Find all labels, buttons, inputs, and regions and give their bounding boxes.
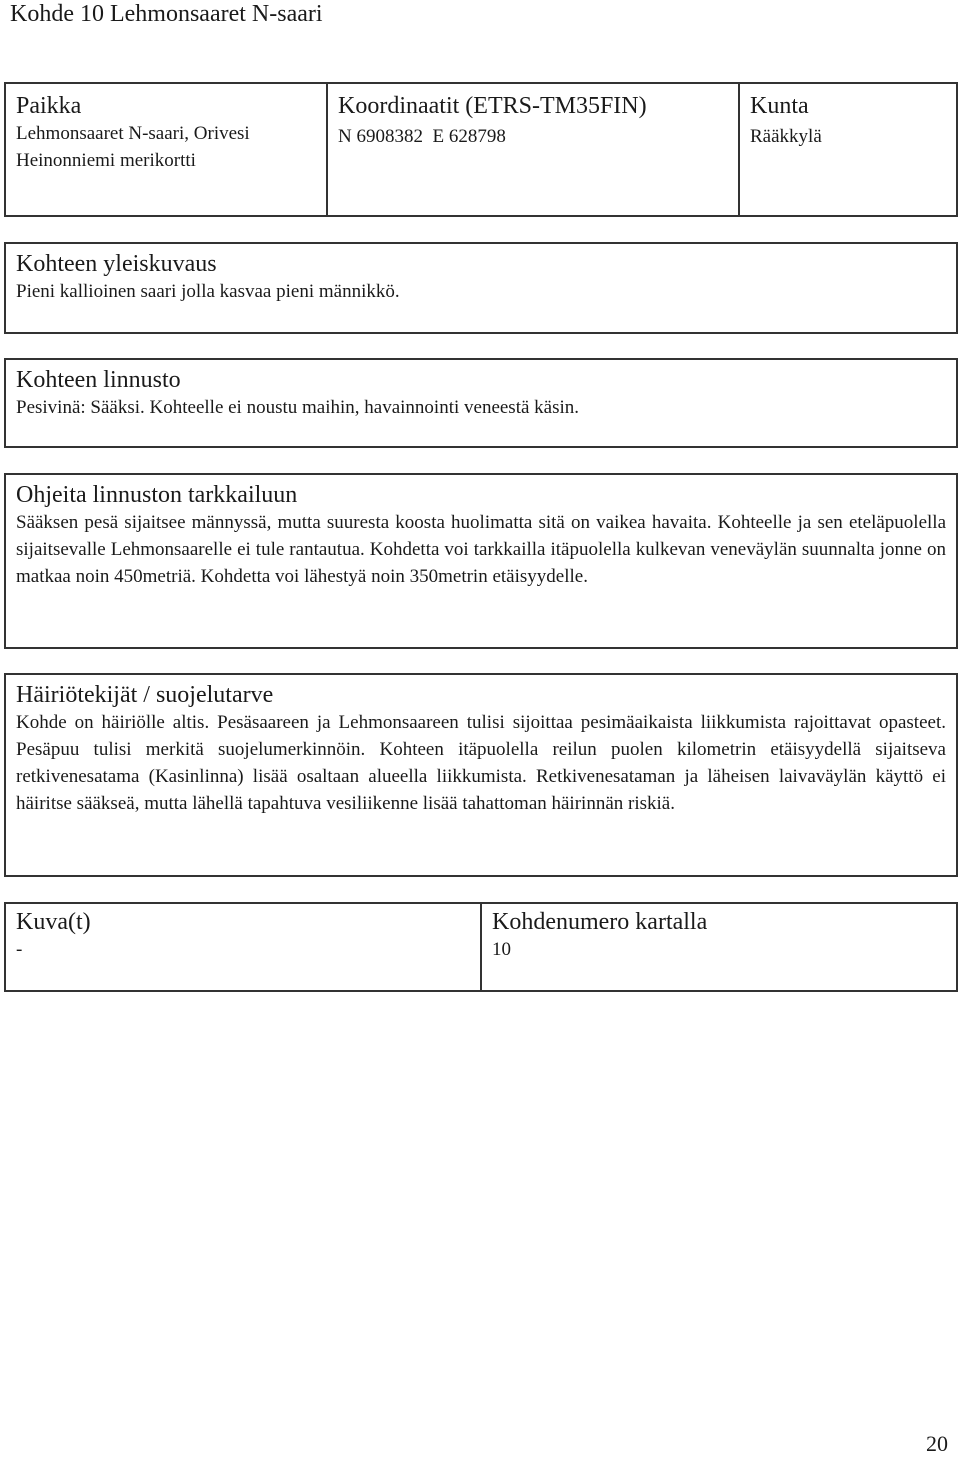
location-name: Lehmonsaaret N-saari, Orivesi <box>16 123 250 144</box>
map-number-heading: Kohdenumero kartalla <box>492 909 708 935</box>
location-info-table <box>4 82 958 217</box>
overview-heading: Kohteen yleiskuvaus <box>16 251 217 277</box>
overview-section <box>4 242 958 334</box>
birds-section <box>4 358 958 448</box>
location-chart: Heinonniemi merikortti <box>16 150 196 171</box>
coordinates-heading: Koordinaatit (ETRS-TM35FIN) <box>338 93 647 119</box>
location-heading: Paikka <box>16 93 82 119</box>
overview-text: Pieni kallioinen saari jolla kasvaa pieni männikkö. <box>16 281 400 302</box>
coordinates-cell <box>326 84 738 215</box>
coordinates-value: N 6908382 E 628798 <box>338 126 506 147</box>
disturbance-heading: Häiriötekijät / suojelutarve <box>16 682 274 708</box>
birds-text: Pesivinä: Sääksi. Kohteelle ei noustu maihin, havainnointi veneestä käsin. <box>16 397 580 418</box>
municipality-heading: Kunta <box>750 93 809 119</box>
map-number-section <box>480 902 958 992</box>
birds-heading: Kohteen linnusto <box>16 367 181 393</box>
monitoring-heading: Ohjeita linnuston tarkkailuun <box>16 482 298 508</box>
municipality-cell <box>738 84 956 215</box>
page-title: Kohde 10 Lehmonsaaret N-saari <box>10 1 323 27</box>
municipality-value: Rääkkylä <box>750 126 822 147</box>
disturbance-section <box>4 673 958 877</box>
disturbance-text: Kohde on häiriölle altis. Pesäsaareen ja Lehmonsaareen tulisi sijoittaa pesimäaikaista liikkumista rajoittavat opasteet. Pesäpuu tulisi merkitä suojelumerkinnöin. Kohteen itäpuolella reilun puolen kilometrin etäisyydellä sijaitseva retkivenesatama (Kasinlinna) lisää osaltaan alueella liikkumista. Retkivenesataman ja läheisen laivaväylän käyttö ei häiritse sääkseä, mutta lähellä tapahtuva vesiliikenne lisää tahattoman häirinnän riskiä. <box>16 712 946 814</box>
location-cell <box>6 84 326 215</box>
images-section <box>4 902 482 992</box>
page-number: 20 <box>926 1431 948 1456</box>
monitoring-section <box>4 473 958 649</box>
map-number-value: 10 <box>492 939 511 960</box>
images-heading: Kuva(t) <box>16 909 91 935</box>
monitoring-text: Sääksen pesä sijaitsee männyssä, mutta suuresta koosta huolimatta sitä on vaikea havaita. Kohteelle ja sen eteläpuolella sijaitsevalle Lehmonsaarelle ei tule rantautua. Kohdetta voi tarkkailla itäpuolella kulkevan veneväylän suunnalta jonne on matkaa noin 450metriä. Kohdetta voi lähestyä noin 350metrin etäisyydelle. <box>16 512 946 587</box>
images-value: - <box>16 939 23 960</box>
